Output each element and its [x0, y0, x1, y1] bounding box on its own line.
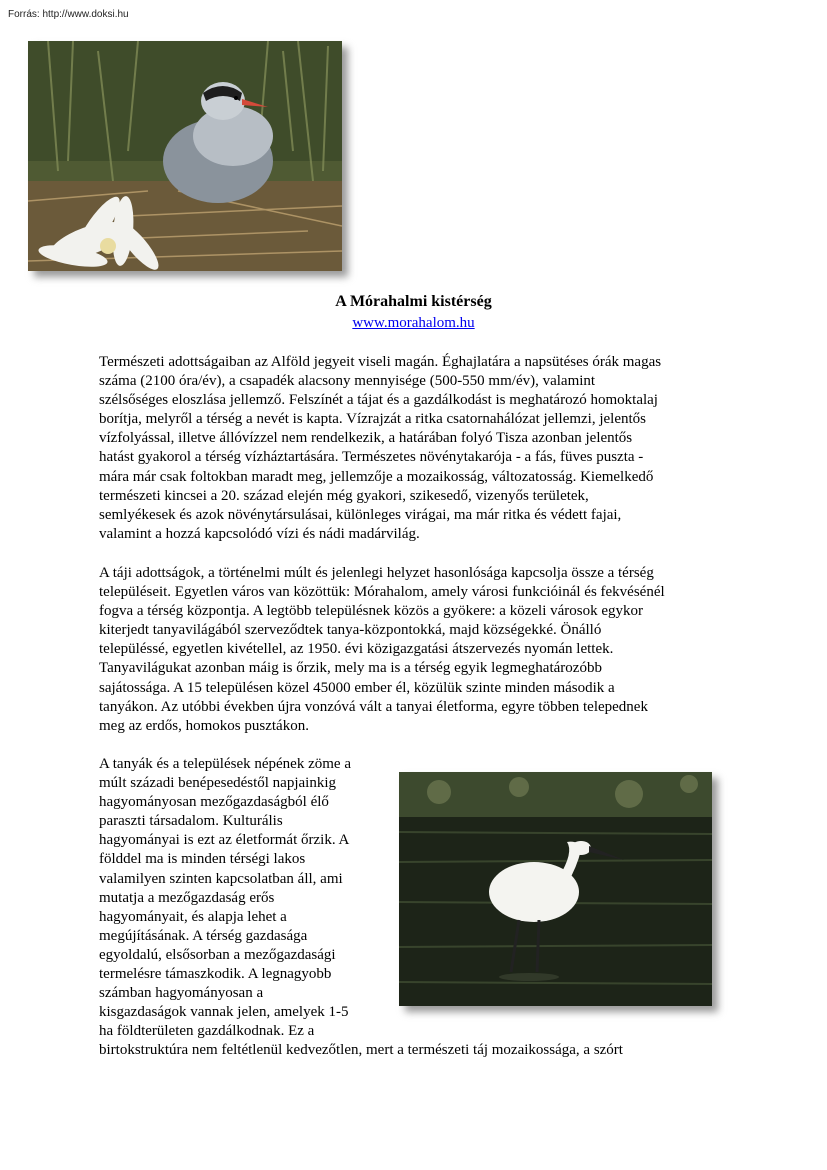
text-line: hagyományai is ezt az életformát őrzik. A: [99, 832, 350, 849]
text-line: fogva a térség központja. A legtöbb településnek közös a gyökere: a közeli városok egykor: [99, 603, 643, 620]
text-line: hatást gyakorol a térség vízháztartására. Természetes növénytakarója - a fás, füves puszta -: [99, 449, 644, 466]
text-line: paraszti társadalom. Kulturális: [99, 813, 283, 830]
text-line: ha földterületen gazdálkodnak. Ez a: [99, 1023, 315, 1040]
text-line: vízfolyással, illetve állóvízzel nem rendelkezik, a határában folyó Tisza azonban jelentős: [99, 430, 633, 447]
text-line: száma (2100 óra/év), a csapadék alacsony mennyisége (500-550 mm/év), valamint: [99, 373, 596, 390]
text-line: településsé, egyetlen kivétellel, az 1950. évi közigazgatási átszervezés nyomán lettek.: [99, 641, 614, 658]
tern-photo: [28, 41, 342, 271]
egret-water-image: [399, 772, 712, 1006]
text-line: hagyományait, és alapja lehet a: [99, 908, 287, 925]
tern-nest-image: [28, 41, 342, 271]
source-note: Forrás: http://www.doksi.hu: [8, 9, 129, 20]
text-line: Tanyavilágukat azonban máig is őrzik, mely ma is a térség egyik legmeghatározóbb: [99, 660, 602, 677]
text-line: mutatja a mezőgazdaság erős: [99, 889, 275, 906]
text-line: valamilyen szinten kapcsolatban áll, ami: [99, 870, 343, 887]
text-line: semlyékesek és azok növénytársulásai, különleges virágai, ma már ritka és védett fajai,: [99, 506, 622, 523]
paragraph-1: [99, 353, 739, 544]
text-line: hagyományosan mezőgazdaságból élő: [99, 794, 329, 811]
text-line: sajátossága. A 15 településen közel 45000 ember él, közülük szinte minden második a: [99, 679, 615, 696]
text-line: egyoldalú, elsősorban a mezőgazdasági: [99, 946, 336, 963]
text-line: valamint a hozzá kapcsolódó vízi és nádi madárvilág.: [99, 525, 420, 542]
text-line: tanyákon. Az utóbbi években újra vonzóvá vált a tanyai életforma, egyre többen telepednek: [99, 698, 648, 715]
text-line: számban hagyományosan a: [99, 985, 264, 1002]
text-line: meg az erdős, homokos pusztákon.: [99, 717, 309, 734]
text-line: mára már csak foltokban maradt meg, jellemzője a mozaikosság, változatosság. Kiemelkedő: [99, 468, 654, 485]
text-line: borítja, melyről a térség a nevét is kapta. Vízrajzát a ritka csatornahálózat jellemzi, jelentős: [99, 411, 646, 428]
egret-photo: [399, 772, 712, 1006]
text-line: múlt századi benépesedéstől napjainkig: [99, 775, 337, 792]
text-line: termelésre támaszkodik. A legnagyobb: [99, 966, 332, 983]
text-line: megújításának. A térség gazdasága: [99, 927, 308, 944]
website-link[interactable]: www.morahalom.hu: [352, 315, 475, 331]
text-line: birtokstruktúra nem feltétlenül kedvezőtlen, mert a természeti táj mozaikossága, a szórt: [99, 1042, 623, 1059]
text-line: földdel ma is minden térségi lakos: [99, 851, 306, 868]
text-line: A tanyák és a települések népének zöme a: [99, 756, 351, 772]
text-line: településeit. Egyetlen város van közöttük: Mórahalom, amely városi funkcióinál és fekvésénél: [99, 584, 665, 601]
text-line: természeti kincsei a 20. század elején még gyakori, szikesedő, vizenyős területek,: [99, 487, 589, 504]
text-line: Természeti adottságaiban az Alföld jegyeit viseli magán. Éghajlatára a napsütéses órák magas: [99, 354, 662, 370]
page-title: A Mórahalmi kistérség: [335, 293, 492, 310]
text-line: szélsőséges eloszlása jellemző. Felszínét a tájat és a gazdálkodást is meghatározó homoktalaj: [99, 392, 658, 409]
paragraph-2: [99, 564, 739, 736]
text-line: kisgazdaságok vannak jelen, amelyek 1-5: [99, 1004, 349, 1021]
text-line: A táji adottságok, a történelmi múlt és jelenlegi helyzet hasonlósága kapcsolja össze a térség: [99, 565, 654, 581]
text-line: kiterjedt tanyavilágából szerveződtek tanya-központokká, majd községekké. Önálló: [99, 622, 602, 639]
